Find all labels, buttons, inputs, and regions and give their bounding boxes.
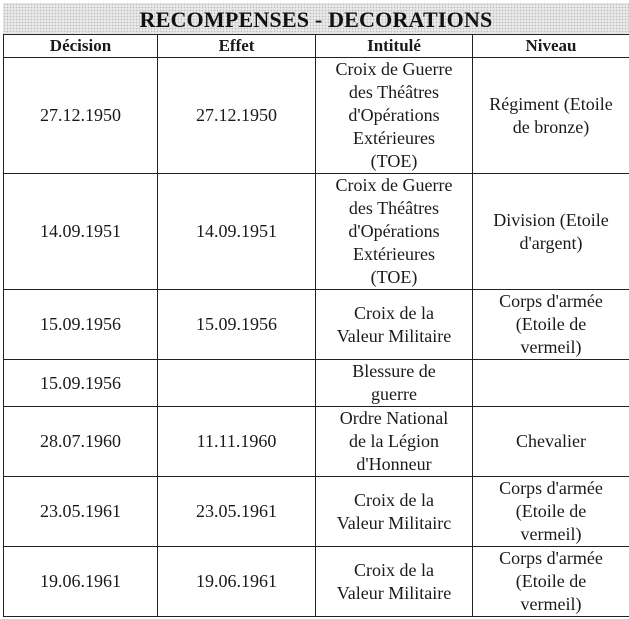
intitule-cell: [316, 477, 473, 547]
niveau-line: Régiment (Etoile: [489, 93, 613, 114]
niveau-line: vermeil): [520, 337, 582, 357]
intitule-line: Croix de la: [354, 559, 434, 580]
niveau-cell: [473, 547, 629, 617]
niveau-cell: [473, 290, 629, 360]
intitule-line: Valeur Militaire: [336, 582, 452, 603]
niveau-cell: [473, 174, 629, 290]
table-row: [4, 547, 629, 617]
decision-cell: 28.07.1960: [4, 407, 158, 477]
niveau-line: (Etoile de: [515, 571, 587, 591]
effet-cell: 15.09.1956: [158, 290, 316, 360]
niveau-line: (Etoile de: [515, 314, 587, 334]
awards-table: [3, 34, 629, 617]
intitule-cell: [316, 360, 473, 407]
intitule-cell: [316, 174, 473, 290]
table-row: [4, 407, 629, 477]
header-intitule: Intitulé: [316, 35, 473, 58]
header-row: [4, 35, 629, 58]
page-title: RECOMPENSES - DECORATIONS: [139, 7, 493, 32]
effet-cell: [158, 360, 316, 407]
intitule-cell: [316, 547, 473, 617]
table-row: [4, 290, 629, 360]
header-niveau: Niveau: [473, 35, 629, 58]
table-row: [4, 58, 629, 174]
niveau-cell: [473, 360, 629, 407]
intitule-line: Croix de Guerre: [335, 59, 453, 79]
decision-cell: 23.05.1961: [4, 477, 158, 547]
table-row: [4, 174, 629, 290]
niveau-line: vermeil): [520, 594, 582, 614]
intitule-line: Extérieures: [353, 128, 435, 148]
intitule-line: (TOE): [370, 151, 418, 171]
intitule-line: Blessure de: [352, 361, 436, 381]
decision-cell: 15.09.1956: [4, 360, 158, 407]
niveau-cell: [473, 58, 629, 174]
niveau-line: Division (Etoile: [493, 209, 609, 230]
header-decision: Décision: [4, 35, 158, 58]
intitule-line: des Théâtres: [348, 82, 440, 102]
niveau-line: d'argent): [519, 232, 583, 253]
intitule-line: guerre: [371, 384, 417, 404]
intitule-line: d'Opérations: [348, 105, 440, 125]
intitule-cell: [316, 58, 473, 174]
table-row: [4, 477, 629, 547]
intitule-line: d'Honneur: [356, 454, 432, 474]
intitule-cell: [316, 290, 473, 360]
niveau-cell: [473, 407, 629, 477]
intitule-line: Valeur Militairc: [336, 512, 452, 533]
intitule-line: Croix de Guerre: [335, 175, 453, 195]
intitule-line: Croix de la: [354, 489, 434, 510]
effet-cell: 27.12.1950: [158, 58, 316, 174]
intitule-line: Extérieures: [353, 244, 435, 264]
niveau-line: vermeil): [520, 524, 582, 544]
niveau-line: Corps d'armée: [499, 291, 603, 311]
intitule-line: d'Opérations: [348, 221, 440, 241]
decision-cell: 27.12.1950: [4, 58, 158, 174]
intitule-line: des Théâtres: [348, 198, 440, 218]
intitule-line: Valeur Militaire: [336, 325, 452, 346]
intitule-cell: [316, 407, 473, 477]
effet-cell: 19.06.1961: [158, 547, 316, 617]
niveau-line: Corps d'armée: [499, 478, 603, 498]
niveau-line: de bronze): [512, 116, 590, 137]
decision-cell: 19.06.1961: [4, 547, 158, 617]
effet-cell: 14.09.1951: [158, 174, 316, 290]
niveau-line: Corps d'armée: [499, 548, 603, 568]
header-effet: Effet: [158, 35, 316, 58]
effet-cell: 23.05.1961: [158, 477, 316, 547]
intitule-line: Croix de la: [354, 302, 434, 323]
decision-cell: 15.09.1956: [4, 290, 158, 360]
intitule-line: Ordre National: [339, 408, 449, 428]
effet-cell: 11.11.1960: [158, 407, 316, 477]
niveau-line: (Etoile de: [515, 501, 587, 521]
decision-cell: 14.09.1951: [4, 174, 158, 290]
niveau-line: Chevalier: [516, 431, 586, 451]
table-row: [4, 360, 629, 407]
title-banner: [3, 3, 629, 34]
intitule-line: (TOE): [370, 267, 418, 287]
intitule-line: de la Légion: [349, 431, 439, 451]
niveau-cell: [473, 477, 629, 547]
